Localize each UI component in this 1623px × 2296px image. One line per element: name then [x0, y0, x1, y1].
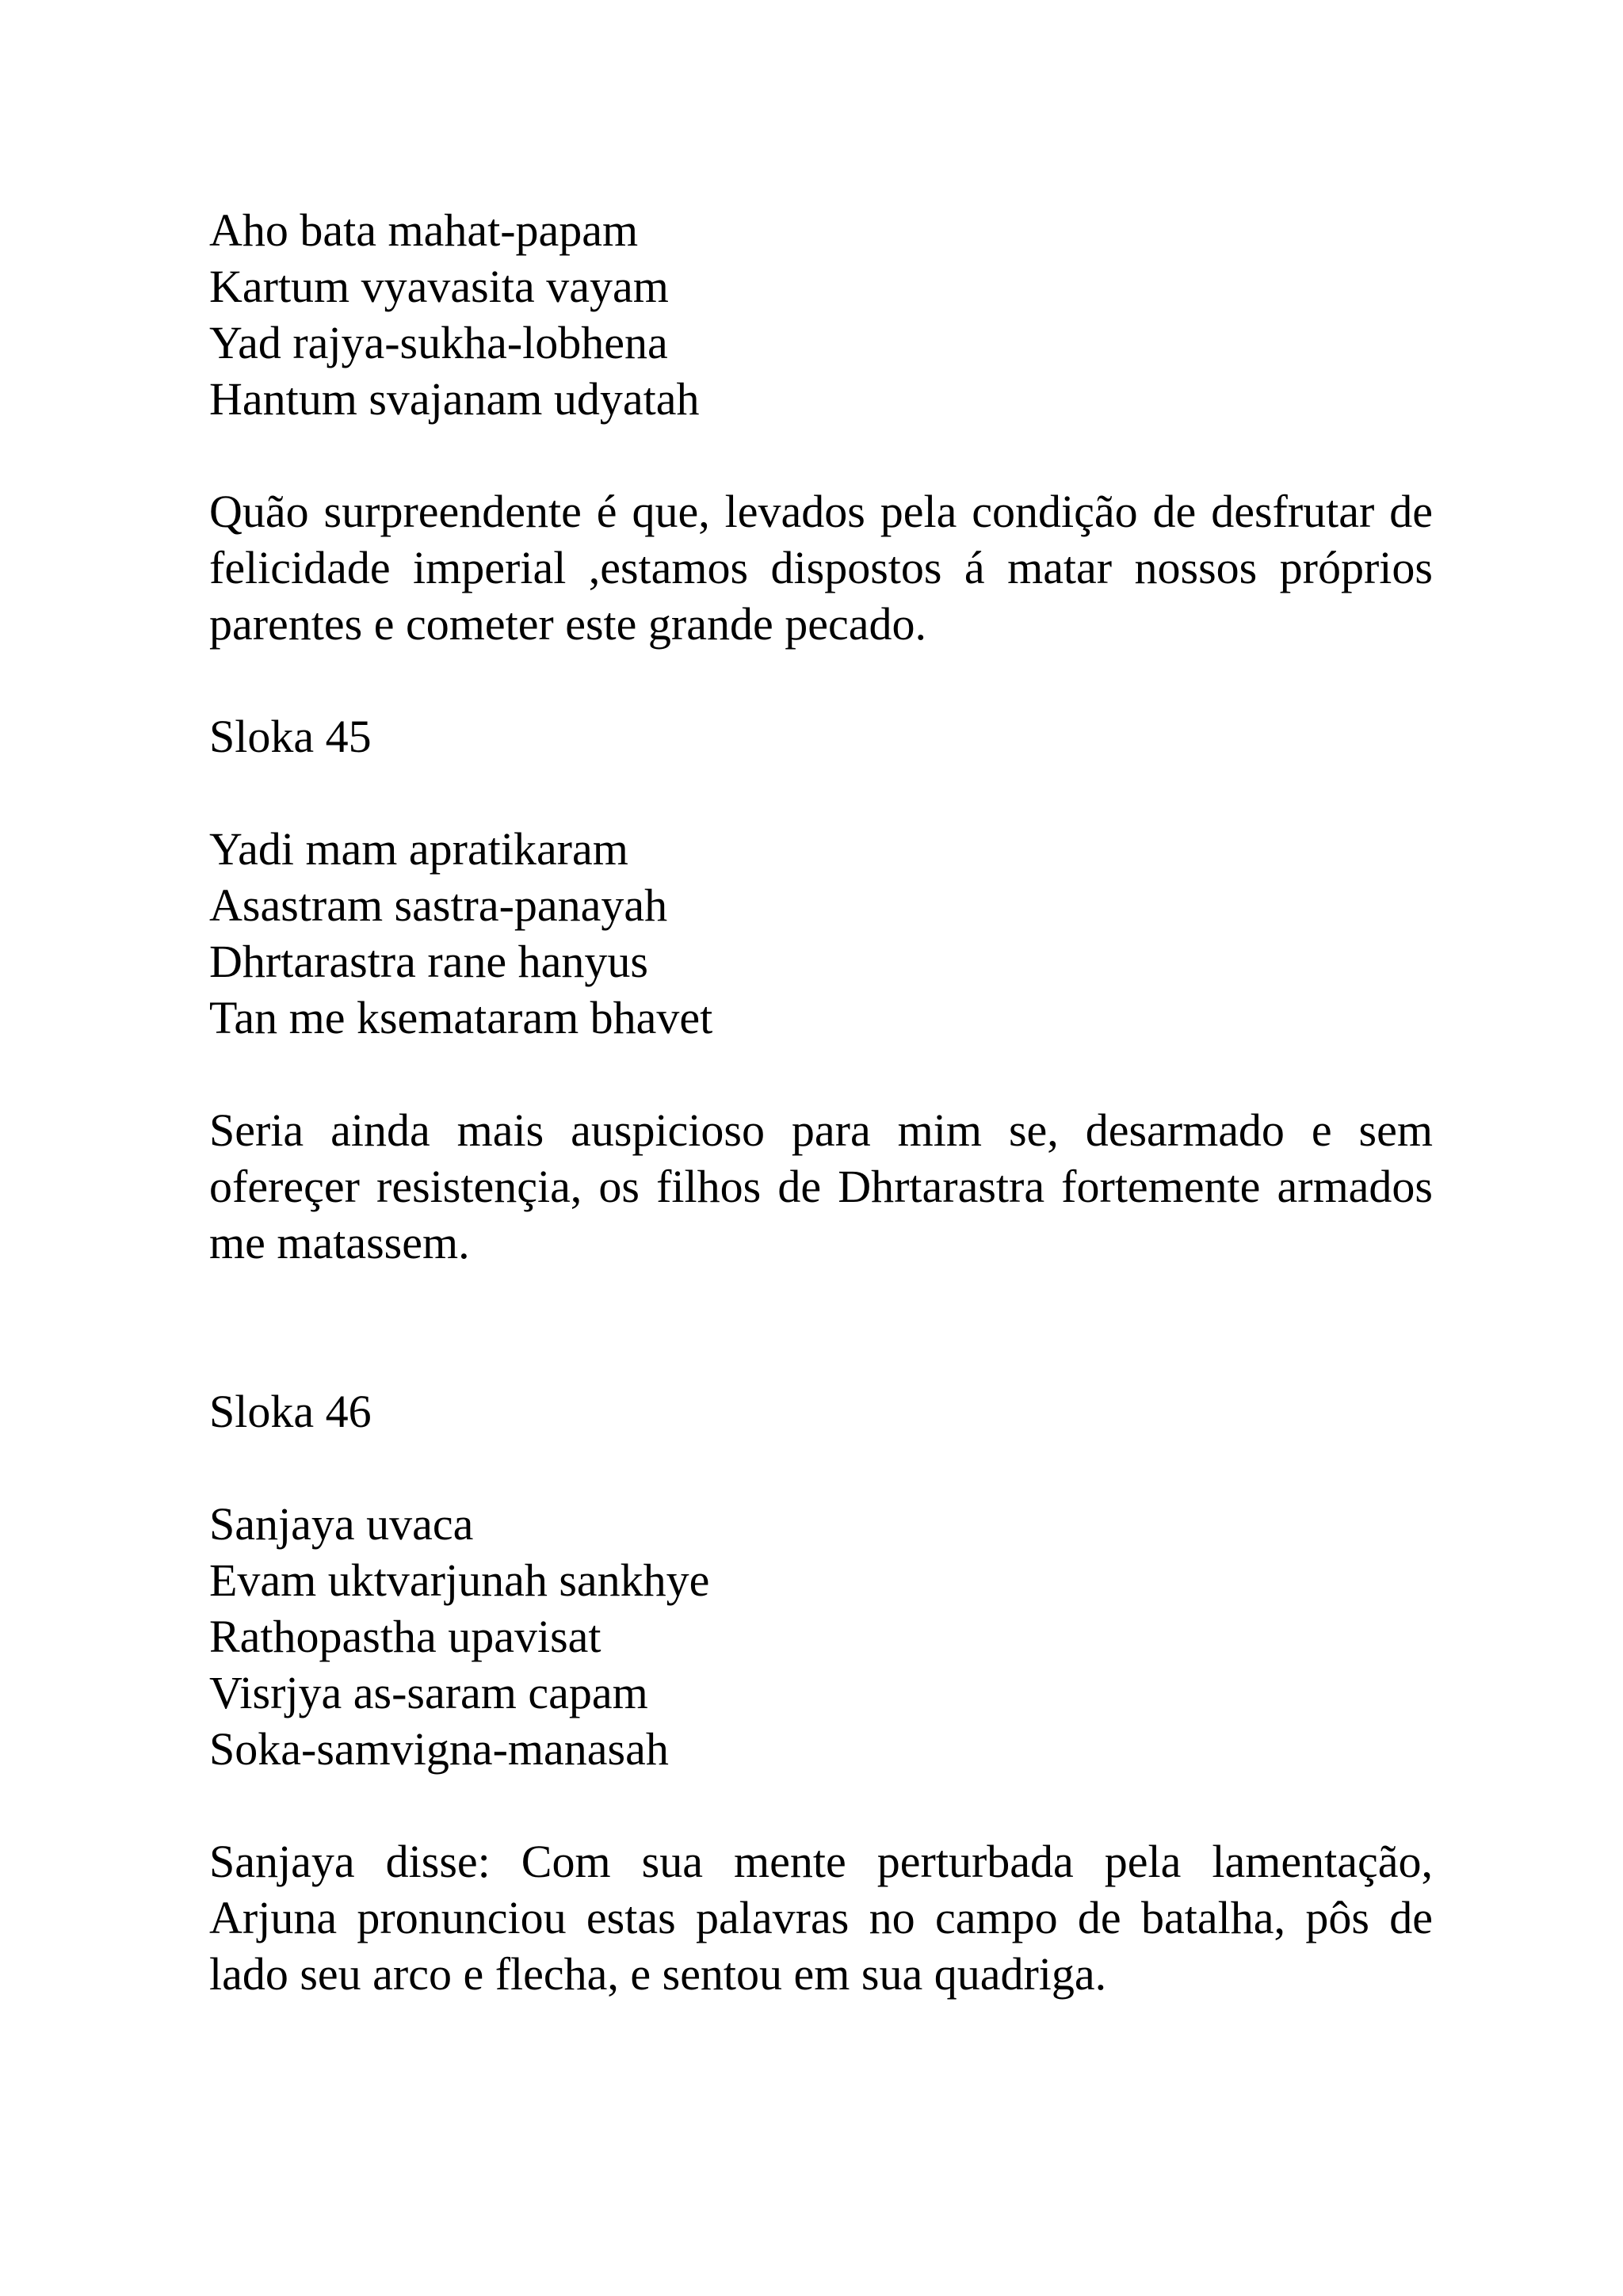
verse-sanskrit: [209, 1496, 1433, 1777]
verse-line: Kartum vyavasita vayam: [209, 261, 669, 312]
verse-translation: Sanjaya disse: Com sua mente perturbada pela lamentação, Arjuna pronunciou estas palavras no campo de batalha, pôs de lado seu arco e flecha, e sentou em sua quadriga.: [209, 1836, 1433, 2000]
document-body: [209, 202, 1433, 2002]
verse-line: Dhrtarastra rane hanyus: [209, 936, 648, 987]
verse-line: Yadi mam apratikaram: [209, 823, 628, 875]
spacer: [209, 1440, 1433, 1496]
verse-line: Sanjaya uvaca: [209, 1498, 474, 1550]
verse-line: Aho bata mahat-papam: [209, 204, 639, 256]
sloka-heading: Sloka 46: [209, 1386, 372, 1437]
verse-sanskrit: [209, 202, 1433, 427]
verse-line: Tan me ksemataram bhavet: [209, 992, 713, 1043]
spacer: [209, 765, 1433, 821]
spacer: [209, 1046, 1433, 1102]
verse-line: Yad rajya-sukha-lobhena: [209, 317, 668, 368]
spacer: [209, 652, 1433, 708]
verse-line: Hantum svajanam udyatah: [209, 373, 700, 425]
verse-line: Visrjya as-saram capam: [209, 1667, 648, 1718]
spacer: [209, 427, 1433, 483]
spacer: [209, 1271, 1433, 1383]
verse-line: Asastram sastra-panayah: [209, 879, 668, 931]
verse-sanskrit: [209, 821, 1433, 1046]
spacer: [209, 1777, 1433, 1833]
verse-line: Rathopastha upavisat: [209, 1611, 601, 1662]
verse-translation: Seria ainda mais auspicioso para mim se, desarmado e sem ofereçer resistençia, os filhos de Dhrtarastra fortemente armados me matassem.: [209, 1104, 1433, 1268]
verse-translation: Quão surpreendente é que, levados pela condição de desfrutar de felicidade imperial ,estamos dispostos á matar nossos próprios parentes e cometer este grande pecado.: [209, 486, 1433, 650]
verse-line: Evam uktvarjunah sankhye: [209, 1554, 710, 1606]
sloka-heading: Sloka 45: [209, 711, 372, 762]
verse-line: Soka-samvigna-manasah: [209, 1723, 669, 1775]
